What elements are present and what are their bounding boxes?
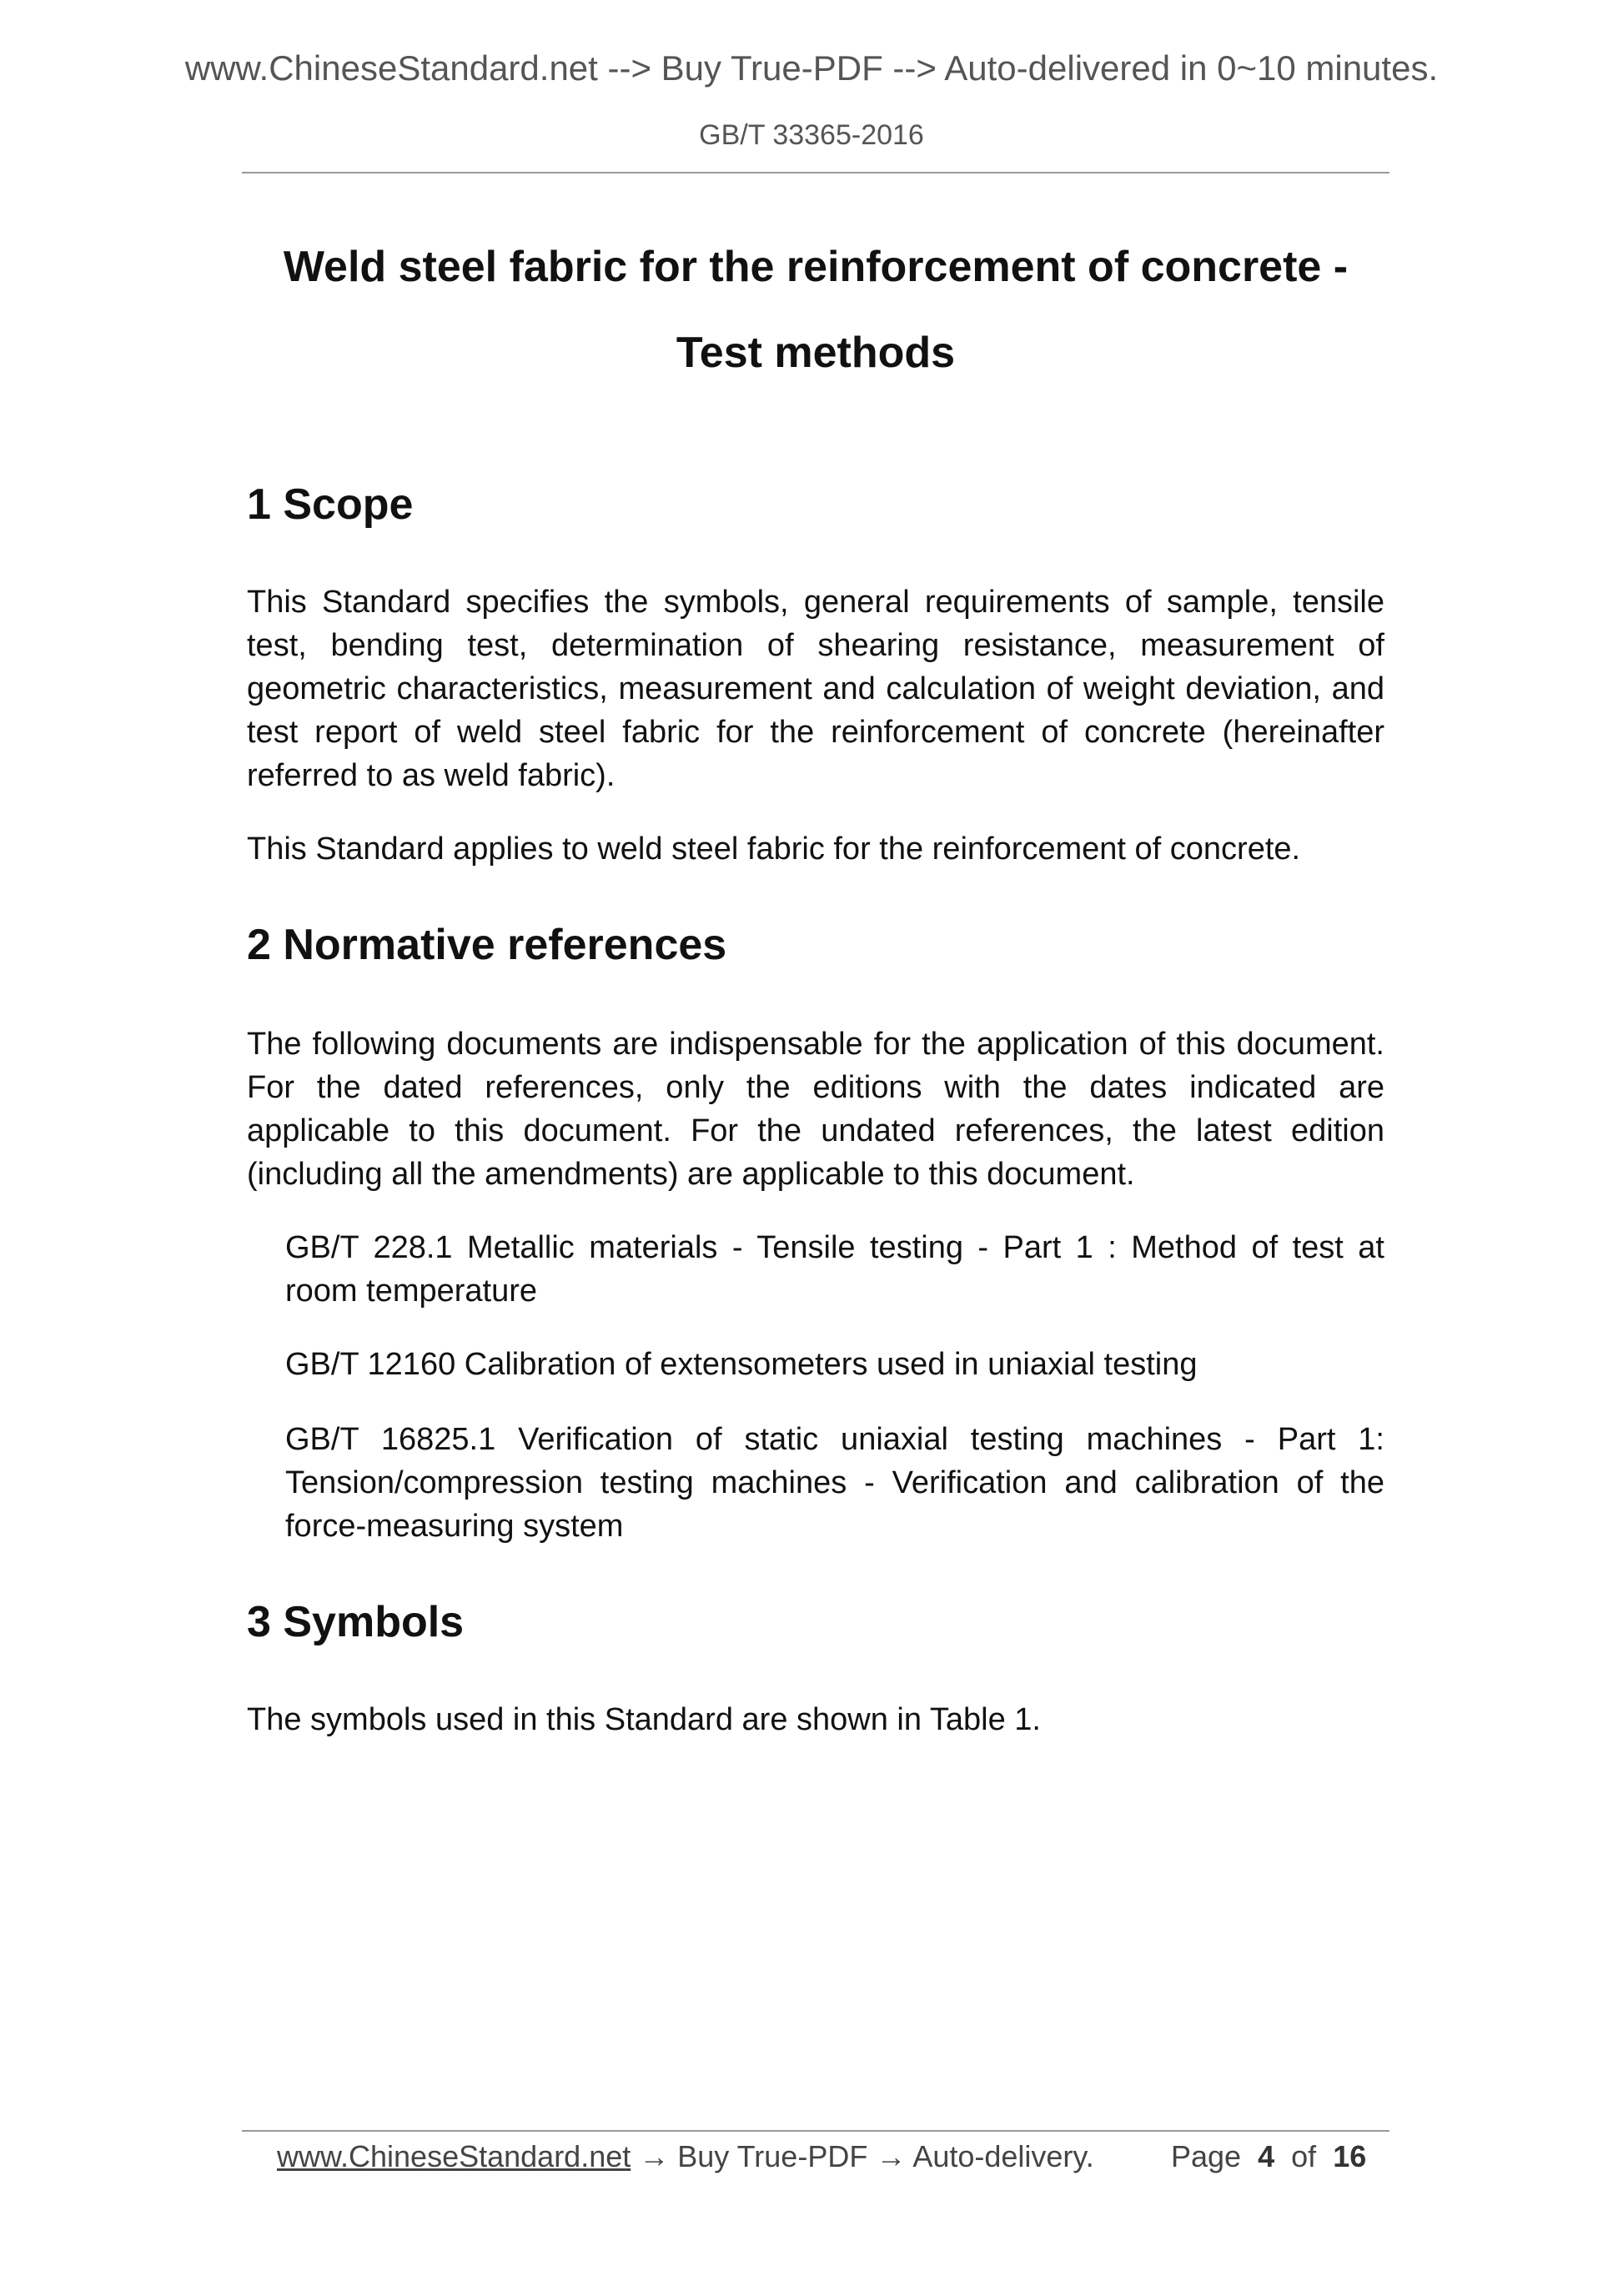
section-heading-scope: 1 Scope — [247, 480, 414, 529]
page-word: Page — [1171, 2139, 1242, 2173]
document-title-line-1: Weld steel fabric for the reinforcement of concrete - — [283, 243, 1349, 291]
header-divider — [242, 172, 1389, 173]
footer-divider — [242, 2130, 1389, 2132]
section-heading-normative-references: 2 Normative references — [247, 921, 727, 969]
document-code: GB/T 33365-2016 — [699, 119, 924, 151]
current-page-number: 4 — [1258, 2139, 1275, 2173]
normative-intro-paragraph: The following documents are indispensable for the application of this document. For the dated references, only the editions with the dates indicated are applicable to this document. For the undated references, the latest edition (including all the amendments) are applicable to this document. — [247, 1027, 1384, 1192]
scope-paragraph-2: This Standard applies to weld steel fabric for the reinforcement of concrete. — [247, 831, 1301, 867]
section-heading-symbols: 3 Symbols — [247, 1598, 465, 1646]
of-word: of — [1291, 2139, 1317, 2173]
reference-item: GB/T 12160 Calibration of extensometers used in uniaxial testing — [285, 1347, 1198, 1382]
symbols-paragraph: The symbols used in this Standard are shown in Table 1. — [247, 1702, 1041, 1737]
page-indicator — [1171, 2135, 1366, 2178]
reference-item: GB/T 228.1 Metallic materials - Tensile testing - Part 1 : Method of test at room temperature — [285, 1230, 1384, 1309]
footer-site-link[interactable]: www.ChineseStandard.net — [277, 2139, 631, 2173]
reference-item: GB/T 16825.1 Verification of static uniaxial testing machines - Part 1: Tension/compression testing machines - Verification and calibration of the force-measuring system — [285, 1422, 1384, 1544]
footer-left — [277, 2135, 1094, 2178]
scope-paragraph-1: This Standard specifies the symbols, general requirements of sample, tensile test, bending test, determination of shearing resistance, measurement of geometric characteristics, measurement and calculation of weight deviation, and test report of weld steel fabric for the reinforcement of concrete (hereinafter referred to as weld fabric). — [247, 585, 1384, 793]
total-pages: 16 — [1333, 2139, 1367, 2173]
header-banner: www.ChineseStandard.net --> Buy True-PDF --> Auto-delivered in 0~10 minutes. — [184, 48, 1439, 88]
footer-tagline: → Buy True-PDF → Auto-delivery. — [631, 2139, 1094, 2173]
document-title-line-2: Test methods — [676, 329, 956, 377]
